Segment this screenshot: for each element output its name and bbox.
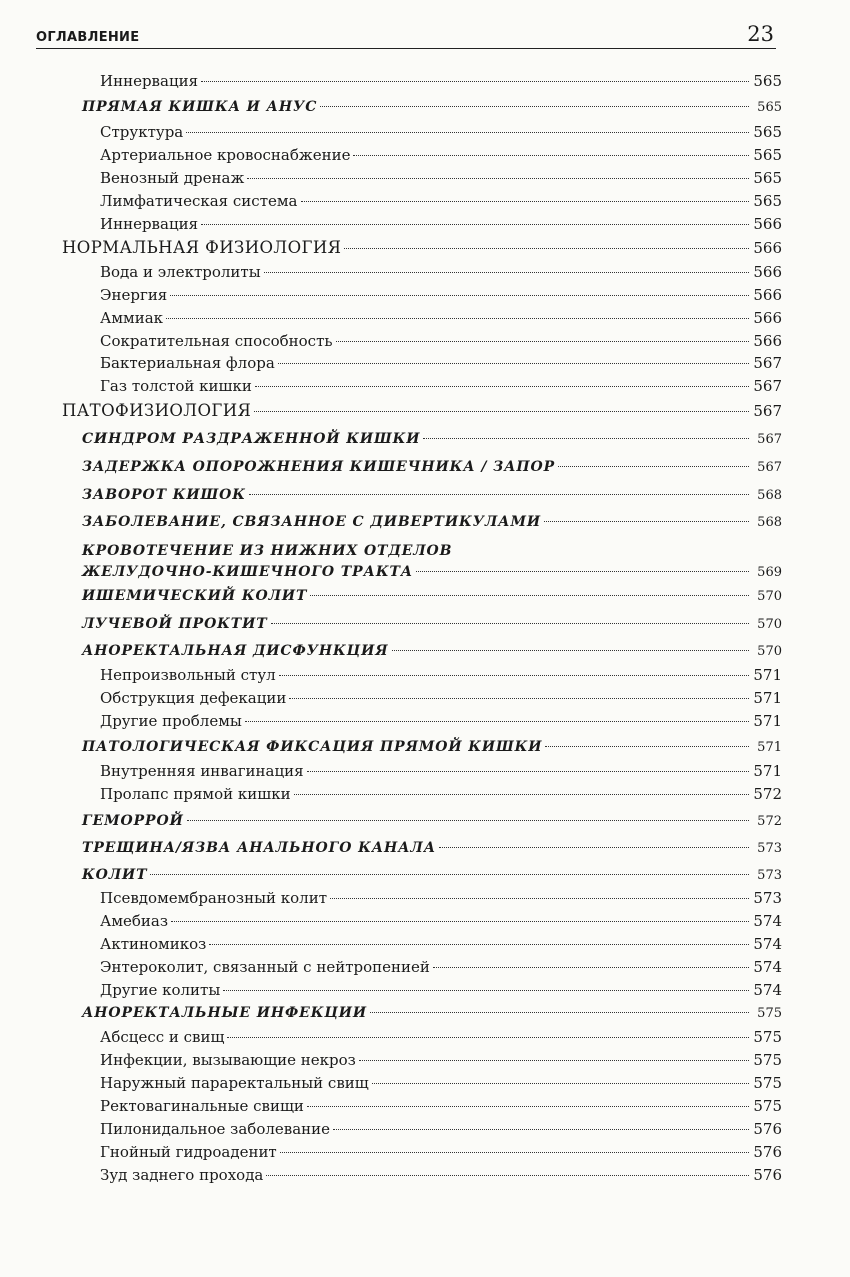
dot-leader xyxy=(307,1106,749,1107)
toc-entry-label: Вода и электролиты xyxy=(100,263,261,281)
toc-page-number: 571 xyxy=(753,689,782,707)
toc-entry-label-line1: КРОВОТЕЧЕНИЕ ИЗ НИЖНИХ ОТДЕЛОВ xyxy=(82,543,453,559)
dot-leader xyxy=(245,721,749,722)
toc-page-number: 574 xyxy=(753,981,782,999)
toc-page-number: 565 xyxy=(753,123,782,141)
toc-entry-label: Артериальное кровоснабжение xyxy=(100,146,351,164)
toc-page-number: 570 xyxy=(757,589,782,604)
toc-entry xyxy=(100,144,782,166)
toc-entry-label: Аммиак xyxy=(100,309,164,327)
toc-entry-label: ИШЕМИЧЕСКИЙ КОЛИТ xyxy=(82,588,308,604)
toc-entry xyxy=(100,1072,782,1094)
toc-entry-label: Гнойный гидроаденит xyxy=(100,1143,277,1161)
dot-leader xyxy=(307,771,749,772)
toc-entry xyxy=(100,710,782,732)
dot-leader xyxy=(255,386,749,387)
toc-entry xyxy=(100,1095,782,1117)
toc-page-number: 573 xyxy=(757,868,782,883)
toc-page-number: 569 xyxy=(757,565,782,580)
toc-entry xyxy=(100,70,782,92)
toc-entry xyxy=(100,664,782,686)
toc-page-number: 571 xyxy=(753,712,782,730)
toc-page-number: 571 xyxy=(757,740,782,755)
toc-page-number: 568 xyxy=(757,488,782,503)
toc-page-number: 576 xyxy=(753,1120,782,1138)
toc-page-number: 567 xyxy=(753,377,782,395)
toc-entry xyxy=(100,330,782,352)
toc-entry xyxy=(82,613,782,635)
dot-leader xyxy=(392,650,750,651)
toc-entry xyxy=(82,864,782,886)
dot-leader xyxy=(247,178,749,179)
toc-page-number: 576 xyxy=(753,1143,782,1161)
dot-leader xyxy=(249,494,749,495)
toc-page-number: 565 xyxy=(757,100,782,115)
dot-leader xyxy=(359,1060,749,1061)
toc-entry-label: КОЛИТ xyxy=(82,867,148,883)
toc-page-number: 570 xyxy=(757,644,782,659)
toc-entry-label: Газ толстой кишки xyxy=(100,377,252,395)
toc-entry-label: Пилонидальное заболевание xyxy=(100,1120,331,1138)
toc-entry-label: Другие проблемы xyxy=(100,712,242,730)
dot-leader xyxy=(310,595,749,596)
dot-leader xyxy=(353,155,749,156)
toc-page-number: 575 xyxy=(753,1028,782,1046)
toc-entry-label: АНОРЕКТАЛЬНЫЕ ИНФЕКЦИИ xyxy=(82,1005,368,1021)
toc-entry xyxy=(100,284,782,306)
toc-page-number: 571 xyxy=(753,666,782,684)
dot-leader xyxy=(227,1037,749,1038)
toc-page-number: 566 xyxy=(753,332,782,350)
toc-page-number: 573 xyxy=(753,889,782,907)
toc-page-number: 565 xyxy=(753,146,782,164)
toc-entry-label: Иннервация xyxy=(100,72,199,90)
toc-entry xyxy=(100,933,782,955)
toc-entry-label: Внутренняя инвагинация xyxy=(100,762,304,780)
toc-entry-label: АНОРЕКТАЛЬНАЯ ДИСФУНКЦИЯ xyxy=(82,643,389,659)
toc-page-number: 571 xyxy=(753,762,782,780)
dot-leader xyxy=(280,1152,749,1153)
toc-entry xyxy=(100,307,782,329)
dot-leader xyxy=(264,272,749,273)
toc-entry-label: ЗАДЕРЖКА ОПОРОЖНЕНИЯ КИШЕЧНИКА / ЗАПОР xyxy=(82,459,556,475)
toc-entry xyxy=(82,96,782,118)
toc-entry-label: ТРЕЩИНА/ЯЗВА АНАЛЬНОГО КАНАЛА xyxy=(82,840,437,856)
toc-page-number: 576 xyxy=(753,1166,782,1184)
toc-entry xyxy=(62,237,782,259)
toc-entry xyxy=(100,213,782,235)
dot-leader xyxy=(416,571,749,572)
toc-entry-label: Непроизвольный стул xyxy=(100,666,276,684)
toc-page-number: 574 xyxy=(753,912,782,930)
dot-leader xyxy=(279,675,749,676)
toc-page-number: 572 xyxy=(753,785,782,803)
toc-page-number: 566 xyxy=(753,215,782,233)
dot-leader xyxy=(344,248,749,249)
toc-entry-label: НОРМАЛЬНАЯ ФИЗИОЛОГИЯ xyxy=(62,238,342,257)
toc-entry-label: Энтероколит, связанный с нейтропенией xyxy=(100,958,430,976)
toc-page-number: 567 xyxy=(753,354,782,372)
toc-entry xyxy=(82,511,782,533)
dot-leader xyxy=(433,967,749,968)
toc-page-number: 573 xyxy=(757,841,782,856)
dot-leader xyxy=(201,81,749,82)
dot-leader xyxy=(278,363,749,364)
toc-entry xyxy=(100,956,782,978)
toc-page-number: 565 xyxy=(753,192,782,210)
toc-entry-label: ГЕМОРРОЙ xyxy=(82,813,184,829)
dot-leader xyxy=(209,944,749,945)
dot-leader xyxy=(294,794,749,795)
toc-entry-label: Амебиаз xyxy=(100,912,169,930)
toc-entry-label: СИНДРОМ РАЗДРАЖЕННОЙ КИШКИ xyxy=(82,431,421,447)
toc-entry xyxy=(62,400,782,422)
toc-page-number: 567 xyxy=(753,402,782,420)
toc-entry xyxy=(82,736,782,758)
toc-page-number: 565 xyxy=(753,72,782,90)
dot-leader xyxy=(372,1083,749,1084)
toc-page-number: 575 xyxy=(753,1097,782,1115)
toc-entry-label: ЗАВОРОТ КИШОК xyxy=(82,487,246,503)
toc-entry xyxy=(100,190,782,212)
dot-leader xyxy=(330,898,749,899)
toc-entry xyxy=(100,1049,782,1071)
dot-leader xyxy=(150,874,749,875)
dot-leader xyxy=(439,847,749,848)
toc-entry-label: Структура xyxy=(100,123,184,141)
toc-entry-label: ЛУЧЕВОЙ ПРОКТИТ xyxy=(82,616,268,632)
toc-entry xyxy=(82,1002,782,1024)
dot-leader xyxy=(423,438,749,439)
toc-entry-label: Иннервация xyxy=(100,215,199,233)
toc-entry xyxy=(100,910,782,932)
header-title: ОГЛАВЛЕНИЕ xyxy=(36,30,140,45)
toc-entry-label: Лимфатическая система xyxy=(100,192,298,210)
toc-entry xyxy=(82,810,782,832)
dot-leader xyxy=(320,106,749,107)
dot-leader xyxy=(170,295,749,296)
dot-leader xyxy=(223,990,749,991)
toc-entry-label: Другие колиты xyxy=(100,981,221,999)
toc-page-number: 566 xyxy=(753,309,782,327)
toc-entry xyxy=(82,456,782,478)
toc-entry xyxy=(82,484,782,506)
toc-entry-label: ПАТОФИЗИОЛОГИЯ xyxy=(62,401,252,420)
toc-entry xyxy=(100,1164,782,1186)
toc-entry-label: Энергия xyxy=(100,286,168,304)
toc-page-number: 574 xyxy=(753,958,782,976)
toc-entry xyxy=(100,1026,782,1048)
toc-entry xyxy=(100,887,782,909)
dot-leader xyxy=(266,1175,749,1176)
toc-entry-label: Наружный параректальный свищ xyxy=(100,1074,369,1092)
toc-entry xyxy=(100,687,782,709)
toc-entry xyxy=(100,375,782,397)
toc-entry-label: ЗАБОЛЕВАНИЕ, СВЯЗАННОЕ С ДИВЕРТИКУЛАМИ xyxy=(82,514,542,530)
dot-leader xyxy=(545,746,749,747)
toc-entry-label: Пролапс прямой кишки xyxy=(100,785,291,803)
dot-leader xyxy=(186,132,749,133)
dot-leader xyxy=(289,698,749,699)
toc-entry xyxy=(100,261,782,283)
toc-page-number: 568 xyxy=(757,515,782,530)
toc-entry-label: Псевдомембранозный колит xyxy=(100,889,327,907)
toc-entry xyxy=(100,783,782,805)
toc-page-number: 566 xyxy=(753,263,782,281)
toc-entry-label: Абсцесс и свищ xyxy=(100,1028,225,1046)
toc-entry xyxy=(100,121,782,143)
toc-entry-label: Ректовагинальные свищи xyxy=(100,1097,304,1115)
toc-page-number: 574 xyxy=(753,935,782,953)
toc-page-number: 567 xyxy=(757,432,782,447)
toc-page-number: 566 xyxy=(753,239,782,257)
dot-leader xyxy=(301,201,750,202)
toc-page-number: 567 xyxy=(757,460,782,475)
toc-entry xyxy=(82,640,782,662)
dot-leader xyxy=(558,466,749,467)
toc-entry xyxy=(100,352,782,374)
toc-entry-label: ПАТОЛОГИЧЕСКАЯ ФИКСАЦИЯ ПРЯМОЙ КИШКИ xyxy=(82,739,543,755)
toc-entry-multiline xyxy=(82,541,782,585)
toc-entry-label: Зуд заднего прохода xyxy=(100,1166,264,1184)
dot-leader xyxy=(201,224,749,225)
toc-page-number: 572 xyxy=(757,814,782,829)
dot-leader xyxy=(336,341,749,342)
toc-entry-label: Бактериальная флора xyxy=(100,354,275,372)
toc-entry-label: Инфекции, вызывающие некроз xyxy=(100,1051,356,1069)
toc-entry xyxy=(82,585,782,607)
toc-entry xyxy=(100,760,782,782)
toc-entry-label: Актиномикоз xyxy=(100,935,207,953)
toc-entry-label-line2: ЖЕЛУДОЧНО-КИШЕЧНОГО ТРАКТА xyxy=(82,564,414,580)
toc-entry xyxy=(100,167,782,189)
toc-page-number: 566 xyxy=(753,286,782,304)
dot-leader xyxy=(271,623,749,624)
header-page-number: 23 xyxy=(747,22,774,46)
running-header xyxy=(36,22,776,49)
toc-entry xyxy=(100,979,782,1001)
toc-page-number: 575 xyxy=(753,1074,782,1092)
toc-entry-label: Обструкция дефекации xyxy=(100,689,287,707)
toc-page-number: 575 xyxy=(757,1006,782,1021)
dot-leader xyxy=(333,1129,749,1130)
toc-entry-label: Сократительная способность xyxy=(100,332,333,350)
dot-leader xyxy=(370,1012,749,1013)
dot-leader xyxy=(254,411,749,412)
toc-entry-row xyxy=(82,562,782,583)
dot-leader xyxy=(187,820,749,821)
toc-entry xyxy=(100,1118,782,1140)
toc-entry xyxy=(82,428,782,450)
toc-entry-label: Венозный дренаж xyxy=(100,169,245,187)
dot-leader xyxy=(166,318,749,319)
dot-leader xyxy=(544,521,749,522)
toc-page-number: 575 xyxy=(753,1051,782,1069)
dot-leader xyxy=(171,921,749,922)
toc-page-number: 570 xyxy=(757,617,782,632)
toc-entry xyxy=(100,1141,782,1163)
toc-entry-label: ПРЯМАЯ КИШКА И АНУС xyxy=(82,99,318,115)
toc-entry xyxy=(82,837,782,859)
toc-page-number: 565 xyxy=(753,169,782,187)
